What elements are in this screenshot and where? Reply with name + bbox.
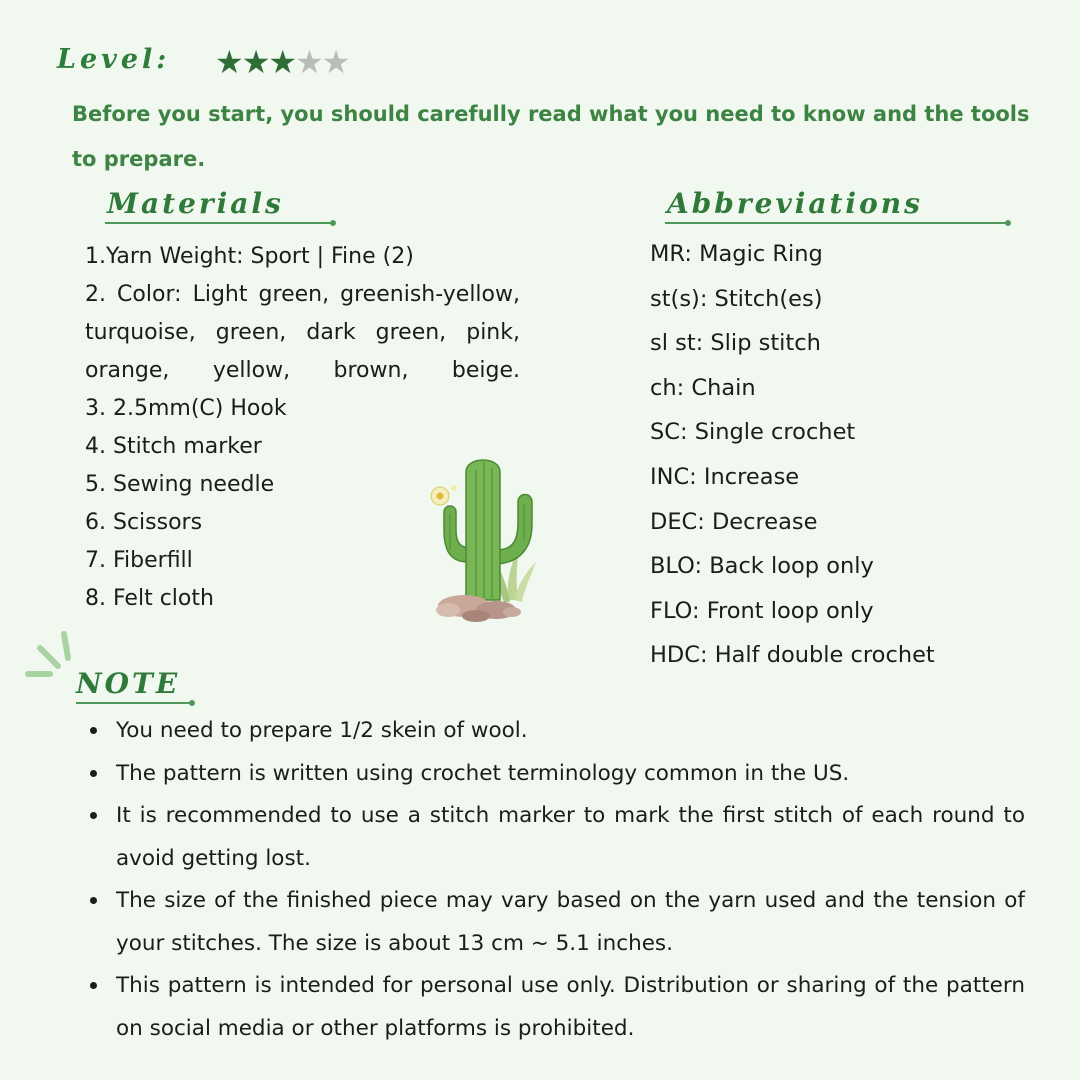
materials-item: 6. Scissors xyxy=(85,510,203,535)
note-list xyxy=(90,710,1025,1050)
materials-item: 7. Fiberfill xyxy=(85,548,193,573)
materials-item: 3. 2.5mm(C) Hook xyxy=(85,396,287,421)
abbreviation-item: HDC: Half double crochet xyxy=(650,642,935,669)
cactus-icon xyxy=(420,450,550,630)
materials-item: 4. Stitch marker xyxy=(85,434,262,459)
materials-heading-underline xyxy=(105,222,333,224)
materials-heading: Materials xyxy=(107,187,284,220)
bullet-icon xyxy=(90,727,97,734)
note-item: It is recommended to use a stitch marker to mark the first stitch of each round to avoid getting lost. xyxy=(90,795,1025,880)
note-item: The size of the finished piece may vary based on the yarn used and the tension of your stitches. The size is about 13 cm ~ 5.1 inches. xyxy=(90,880,1025,965)
abbreviation-item: ch: Chain xyxy=(650,374,756,401)
materials-item: 1.Yarn Weight: Sport | Fine (2) xyxy=(85,244,414,269)
level-stars xyxy=(215,43,349,81)
note-item: You need to prepare 1/2 skein of wool. xyxy=(90,710,1025,753)
star-filled-icon: ★ xyxy=(241,43,269,81)
abbreviation-item: FLO: Front loop only xyxy=(650,597,874,624)
bullet-icon xyxy=(90,982,97,989)
bullet-icon xyxy=(90,770,97,777)
abbreviation-item: st(s): Stitch(es) xyxy=(650,285,823,312)
note-item: The pattern is written using crochet terminology common in the US. xyxy=(90,753,1025,796)
abbreviations-heading: Abbreviations xyxy=(667,187,923,220)
abbreviation-item: MR: Magic Ring xyxy=(650,241,823,267)
materials-item: 8. Felt cloth xyxy=(85,586,214,611)
abbreviations-list xyxy=(650,232,935,678)
decorative-strokes xyxy=(24,630,74,684)
note-heading-underline xyxy=(76,702,192,704)
abbreviation-item: INC: Increase xyxy=(650,463,800,490)
cactus-illustration xyxy=(420,450,550,634)
star-empty-icon: ★ xyxy=(321,43,349,81)
materials-item: 2. Color: Light green, greenish-yellow, turquoise, green, dark green, pink, orange, yellow, brown, beige. xyxy=(85,282,520,383)
abbreviations-heading-underline xyxy=(665,222,1008,224)
note-item: This pattern is intended for personal use only. Distribution or sharing of the pattern on social media or other platforms is prohibited. xyxy=(90,965,1025,1050)
bullet-icon xyxy=(90,812,97,819)
intro-text: Before you start, you should carefully read what you need to know and the tools to prepare. xyxy=(72,102,1030,171)
star-empty-icon: ★ xyxy=(295,43,322,81)
abbreviation-item: sl st: Slip stitch xyxy=(650,330,821,357)
star-filled-icon: ★ xyxy=(268,43,296,81)
star-filled-icon: ★ xyxy=(215,43,242,81)
abbreviation-item: SC: Single crochet xyxy=(650,419,856,446)
level-label: Level: xyxy=(57,44,171,75)
materials-heading-dot xyxy=(330,220,336,226)
abbreviations-heading-dot xyxy=(1005,220,1011,226)
materials-item: 5. Sewing needle xyxy=(85,472,275,497)
abbreviation-item: DEC: Decrease xyxy=(650,508,818,535)
abbreviation-item: BLO: Back loop only xyxy=(650,553,874,580)
note-heading-dot xyxy=(189,700,195,706)
bullet-icon xyxy=(90,897,97,904)
note-heading: NOTE xyxy=(76,667,181,700)
